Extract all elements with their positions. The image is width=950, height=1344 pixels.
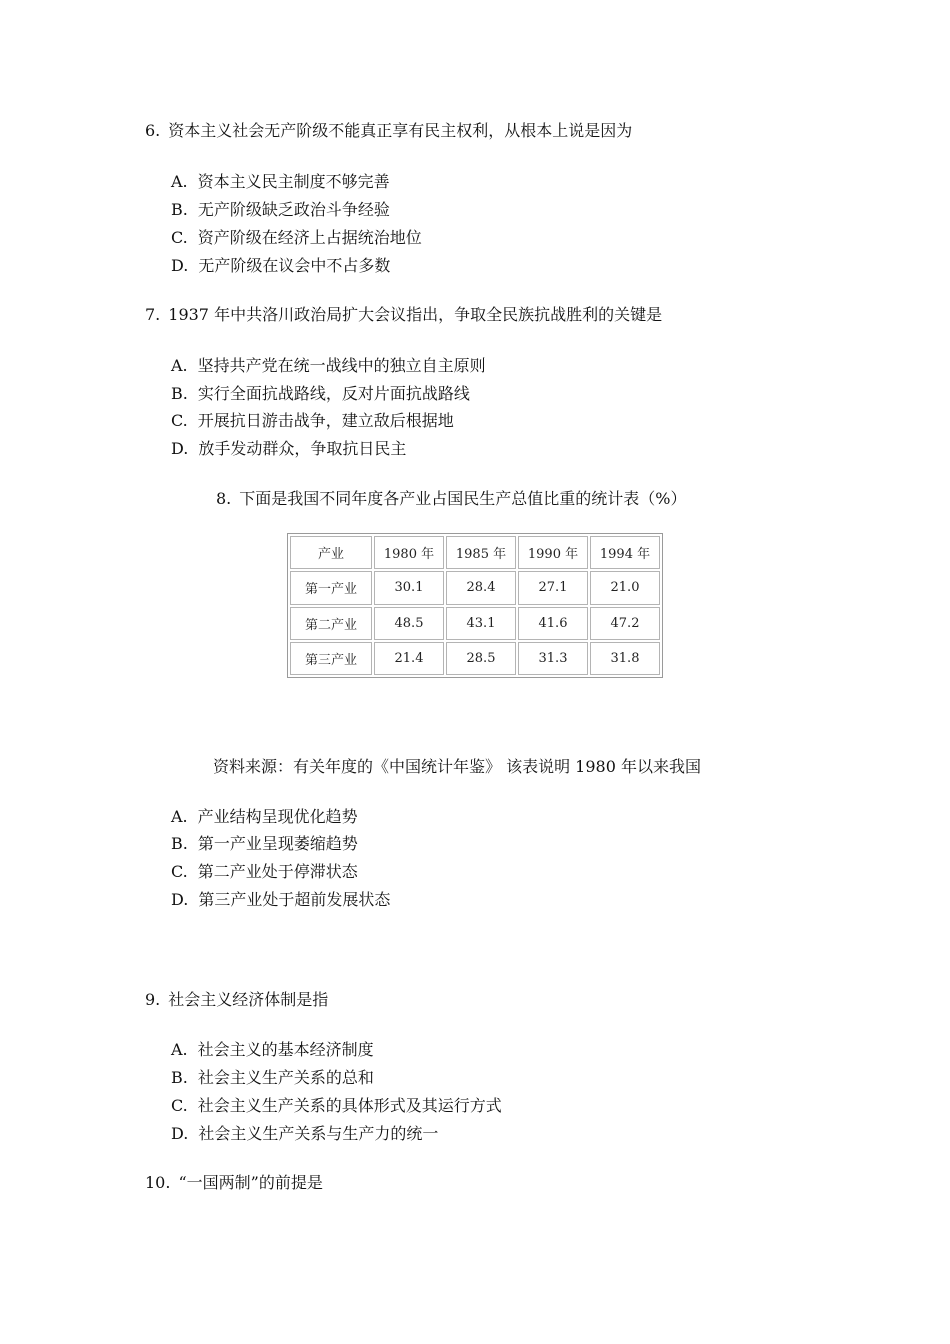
option-a [171,1040,374,1060]
table-row [290,571,660,604]
table-cell: 21.4 [374,642,444,675]
table-header-cell: 1980 年 [374,536,444,569]
option-b [171,834,358,854]
option-text: 放手发动群众，争取抗日民主 [198,439,407,458]
option-text: 资产阶级在经济上占据统治地位 [197,228,422,247]
option-text: 资本主义民主制度不够完善 [197,172,390,191]
table-row-label: 第三产业 [290,642,372,675]
option-text: 坚持共产党在统一战线中的独立自主原则 [197,356,486,375]
table-header-row [290,536,660,569]
table-row-label: 第一产业 [290,571,372,604]
option-letter: D. [171,439,189,458]
option-c [171,1096,502,1116]
option-letter: C. [171,1096,188,1115]
option-text: 无产阶级缺乏政治斗争经验 [197,200,390,219]
table-header-cell: 1990 年 [518,536,588,569]
table-header-cell: 1994 年 [590,536,660,569]
option-text: 社会主义的基本经济制度 [197,1040,374,1059]
table-cell: 30.1 [374,571,444,604]
option-b [171,200,390,220]
question-text: 社会主义经济体制是指 [168,990,329,1009]
option-letter: B. [171,1068,188,1087]
question-number: 10. [145,1173,171,1192]
question-text: 1937 年中共洛川政治局扩大会议指出，争取全民族抗战胜利的关键是 [168,305,663,324]
option-c [171,228,422,248]
table-row [290,607,660,640]
option-letter: A. [171,807,188,826]
statistics-table [287,533,663,678]
option-text: 第三产业处于超前发展状态 [198,890,391,909]
option-d [171,256,390,276]
option-text: 社会主义生产关系的总和 [197,1068,374,1087]
option-text: 实行全面抗战路线，反对片面抗战路线 [197,384,470,403]
industry-share-table [288,534,662,677]
question-text: 下面是我国不同年度各产业占国民生产总值比重的统计表（%） [239,489,687,508]
option-letter: A. [171,356,188,375]
option-text: 产业结构呈现优化趋势 [197,807,358,826]
option-text: 第二产业处于停滞状态 [197,862,358,881]
option-a [171,356,486,376]
table-cell: 43.1 [446,607,516,640]
option-text: 第一产业呈现萎缩趋势 [197,834,358,853]
option-a [171,172,390,192]
option-letter: D. [171,890,189,909]
option-letter: B. [171,200,188,219]
option-text: 开展抗日游击战争，建立敌后根据地 [197,411,454,430]
table-cell: 48.5 [374,607,444,640]
option-text: 社会主义生产关系与生产力的统一 [198,1124,439,1143]
option-letter: C. [171,411,188,430]
source-note: 资料来源：有关年度的《中国统计年鉴》 该表说明 1980 年以来我国 [213,757,701,776]
option-letter: A. [171,1040,188,1059]
question-10 [145,1173,323,1193]
table-cell: 28.5 [446,642,516,675]
question-number: 8. [216,489,232,508]
question-8 [216,489,686,509]
option-d [171,1124,438,1144]
question-number: 9. [145,990,161,1009]
option-b [171,1068,374,1088]
question-text: “一国两制”的前提是 [178,1173,323,1192]
option-d [171,890,390,910]
option-letter: C. [171,228,188,247]
table-header-cell: 产业 [290,536,372,569]
question-7 [145,305,662,325]
option-a [171,807,358,827]
question-6 [145,121,632,141]
option-c [171,862,358,882]
option-text: 无产阶级在议会中不占多数 [198,256,391,275]
table-header-cell: 1985 年 [446,536,516,569]
option-letter: A. [171,172,188,191]
table-cell: 41.6 [518,607,588,640]
option-c [171,411,454,431]
question-text: 资本主义社会无产阶级不能真正享有民主权利，从根本上说是因为 [168,121,633,140]
table-cell: 27.1 [518,571,588,604]
option-letter: B. [171,384,188,403]
option-d [171,439,406,459]
option-b [171,384,470,404]
option-letter: D. [171,1124,189,1143]
table-cell: 31.8 [590,642,660,675]
option-text: 社会主义生产关系的具体形式及其运行方式 [197,1096,502,1115]
question-number: 6. [145,121,161,140]
table-cell: 31.3 [518,642,588,675]
table-row-label: 第二产业 [290,607,372,640]
option-letter: C. [171,862,188,881]
table-cell: 21.0 [590,571,660,604]
table-row [290,642,660,675]
option-letter: D. [171,256,189,275]
table-cell: 47.2 [590,607,660,640]
table-cell: 28.4 [446,571,516,604]
question-number: 7. [145,305,161,324]
question-9 [145,990,328,1010]
option-letter: B. [171,834,188,853]
